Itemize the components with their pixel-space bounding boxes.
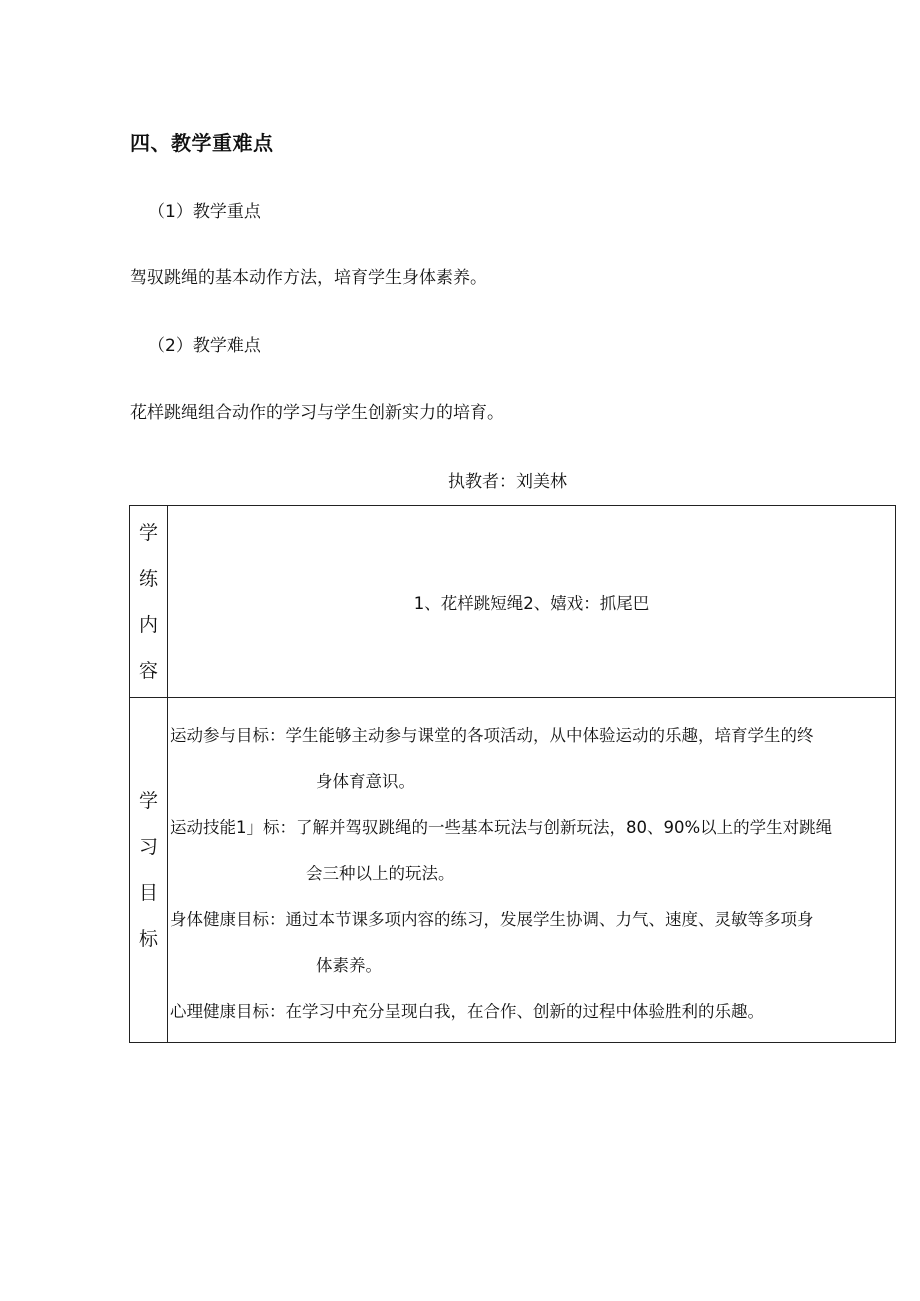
label-char: 内	[138, 613, 158, 636]
label-char: 容	[138, 659, 158, 682]
goal-line: 身体健康目标：通过本节课多项内容的练习，发展学生协调、力气、速度、灵敏等多项身	[170, 910, 814, 929]
section-heading: 四、教学重难点	[130, 131, 274, 155]
key-point-title: （1）教学重点	[148, 202, 261, 222]
practice-content-text: 1、花样跳短绳2、嬉戏：抓尾巴	[413, 593, 650, 613]
key-point-text: 驾驭跳绳的基本动作方法，培育学生身体素养。	[130, 268, 487, 288]
label-char: 学	[138, 790, 158, 812]
teacher-line: 执教者：刘美林	[448, 472, 567, 492]
difficulty-text: 花样跳绳组合动作的学习与学生创新实力的培育。	[130, 403, 504, 423]
goal-line-continued: 身体育意识。	[316, 772, 415, 791]
label-char: 练	[138, 567, 158, 590]
learning-goals-label	[130, 698, 168, 1043]
goal-mental-health	[168, 989, 895, 1035]
label-char: 标	[138, 928, 158, 950]
goal-line: 运动技能1」标：了解并驾驭跳绳的一些基本玩法与创新玩法，80、90%以上的学生对跳绳	[170, 818, 833, 837]
lesson-table	[129, 505, 896, 1043]
goal-line: 心理健康目标：在学习中充分呈现白我，在合作、创新的过程中体验胜利的乐趣。	[170, 1002, 764, 1021]
table-row-practice-content	[130, 506, 896, 698]
goal-line-continued: 会三种以上的玩法。	[306, 864, 455, 883]
label-char: 习	[138, 836, 158, 858]
table-row-learning-goals	[130, 698, 896, 1043]
goal-line-continued: 体素养。	[316, 956, 382, 975]
label-char: 学	[138, 521, 158, 544]
goal-line: 运动参与目标：学生能够主动参与课堂的各项活动，从中体验运动的乐趣，培育学生的终	[170, 726, 814, 745]
label-char: 目	[138, 882, 158, 904]
goal-skill	[168, 805, 895, 897]
goal-participation	[168, 713, 895, 805]
learning-goals-cell	[168, 698, 896, 1043]
goal-physical-health	[168, 897, 895, 989]
practice-content-label	[130, 506, 168, 698]
difficulty-title: （2）教学难点	[148, 336, 261, 356]
practice-content-cell	[168, 506, 896, 698]
